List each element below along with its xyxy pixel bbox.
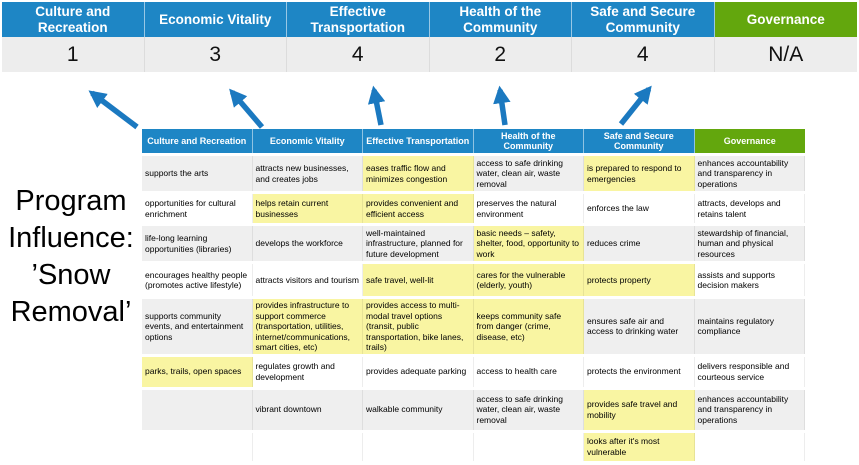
matrix-cell: attracts visitors and tourism	[253, 264, 364, 296]
matrix-cell	[142, 390, 253, 430]
matrix-cell: provides infrastructure to support commerce (transportation, utilities, internet/communications, smart cities, etc)	[253, 299, 364, 354]
matrix-cell	[363, 433, 474, 461]
matrix-cell: eases traffic flow and minimizes congestion	[363, 156, 474, 191]
matrix-cell: helps retain current businesses	[253, 194, 364, 223]
matrix-cell: access to safe drinking water, clean air, waste removal	[474, 156, 585, 191]
matrix-cell: walkable community	[363, 390, 474, 430]
matrix-cell: preserves the natural environment	[474, 194, 585, 223]
summary-score-effective-transportation: 4	[287, 37, 430, 72]
summary-score-row	[2, 37, 857, 72]
table-row	[142, 390, 805, 430]
matrix-cell: ensures safe air and access to drinking water	[584, 299, 695, 354]
matrix-cell: looks after it's most vulnerable	[584, 433, 695, 461]
matrix-cell: opportunities for cultural enrichment	[142, 194, 253, 223]
matrix-cell: cares for the vulnerable (elderly, youth)	[474, 264, 585, 296]
matrix-header-governance: Governance	[695, 129, 806, 153]
matrix-cell: life-long learning opportunities (libraries)	[142, 226, 253, 261]
matrix-cell: attracts, develops and retains talent	[695, 194, 806, 223]
arrow-economic-vitality	[232, 92, 262, 127]
table-row	[142, 226, 805, 261]
matrix-cell: attracts new businesses, and creates jobs	[253, 156, 364, 191]
matrix-cell: well-maintained infrastructure, planned for future development	[363, 226, 474, 261]
summary-header-governance: Governance	[715, 2, 858, 37]
matrix-cell: vibrant downtown	[253, 390, 364, 430]
summary-header-effective-transportation: Effective Transportation	[287, 2, 430, 37]
summary-score-economic-vitality: 3	[145, 37, 288, 72]
summary-header-health-of-the-community: Health of the Community	[430, 2, 573, 37]
matrix-cell: safe travel, well-lit	[363, 264, 474, 296]
summary-score-safe-and-secure-community: 4	[572, 37, 715, 72]
summary-score-culture-and-recreation: 1	[2, 37, 145, 72]
summary-header-row	[2, 2, 857, 37]
summary-score-health-of-the-community: 2	[430, 37, 573, 72]
matrix-cell: is prepared to respond to emergencies	[584, 156, 695, 191]
table-row	[142, 194, 805, 223]
matrix-cell: provides adequate parking	[363, 357, 474, 387]
matrix-cell	[253, 433, 364, 461]
matrix-cell: supports the arts	[142, 156, 253, 191]
matrix-cell: encourages healthy people (promotes active lifestyle)	[142, 264, 253, 296]
matrix-cell: provides convenient and efficient access	[363, 194, 474, 223]
matrix-cell: provides access to multi-modal travel options (transit, public transportation, bike lanes, trails)	[363, 299, 474, 354]
influence-arrows	[0, 78, 859, 130]
matrix-cell: parks, trails, open spaces	[142, 357, 253, 387]
table-row	[142, 299, 805, 354]
matrix-cell	[474, 433, 585, 461]
table-row	[142, 433, 805, 461]
matrix-cell: enhances accountability and transparency in operations	[695, 390, 806, 430]
arrow-culture-recreation	[92, 93, 137, 127]
matrix-cell	[695, 433, 806, 461]
arrow-effective-transportation	[374, 90, 381, 125]
matrix-cell: protects property	[584, 264, 695, 296]
matrix-cell: enforces the law	[584, 194, 695, 223]
matrix-cell: supports community events, and entertainment options	[142, 299, 253, 354]
matrix-cell: regulates growth and development	[253, 357, 364, 387]
matrix-header-health-of-the-community: Health of the Community	[474, 129, 585, 153]
matrix-header-economic-vitality: Economic Vitality	[253, 129, 364, 153]
matrix-body	[142, 156, 805, 461]
matrix-cell: provides safe travel and mobility	[584, 390, 695, 430]
matrix-cell: basic needs – safety, shelter, food, opportunity to work	[474, 226, 585, 261]
matrix-cell: access to safe drinking water, clean air, waste removal	[474, 390, 585, 430]
matrix-cell: protects the environment	[584, 357, 695, 387]
summary-header-culture-and-recreation: Culture and Recreation	[2, 2, 145, 37]
matrix-cell: reduces crime	[584, 226, 695, 261]
arrow-safe-secure-community	[621, 89, 649, 124]
matrix-header-effective-transportation: Effective Transportation	[363, 129, 474, 153]
matrix-cell: enhances accountability and transparency in operations	[695, 156, 806, 191]
matrix-header-row	[142, 129, 805, 153]
summary-header-economic-vitality: Economic Vitality	[145, 2, 288, 37]
matrix-cell: delivers responsible and courteous service	[695, 357, 806, 387]
summary-header-safe-and-secure-community: Safe and Secure Community	[572, 2, 715, 37]
matrix-header-safe-and-secure-community: Safe and Secure Community	[584, 129, 695, 153]
matrix-header-culture-and-recreation: Culture and Recreation	[142, 129, 253, 153]
matrix-cell: develops the workforce	[253, 226, 364, 261]
matrix-cell: maintains regulatory compliance	[695, 299, 806, 354]
summary-banner	[2, 2, 857, 72]
table-row	[142, 357, 805, 387]
matrix-cell: assists and supports decision makers	[695, 264, 806, 296]
arrow-health-community	[500, 90, 505, 125]
table-row	[142, 264, 805, 296]
priority-matrix-table	[142, 126, 805, 464]
table-row	[142, 156, 805, 191]
matrix-cell: access to health care	[474, 357, 585, 387]
matrix-cell	[142, 433, 253, 461]
matrix-cell: keeps community safe from danger (crime, disease, etc)	[474, 299, 585, 354]
summary-score-governance: N/A	[715, 37, 858, 72]
matrix-cell: stewardship of financial, human and physical resources	[695, 226, 806, 261]
program-title: Program Influence: ’Snow Removal’	[8, 185, 134, 328]
